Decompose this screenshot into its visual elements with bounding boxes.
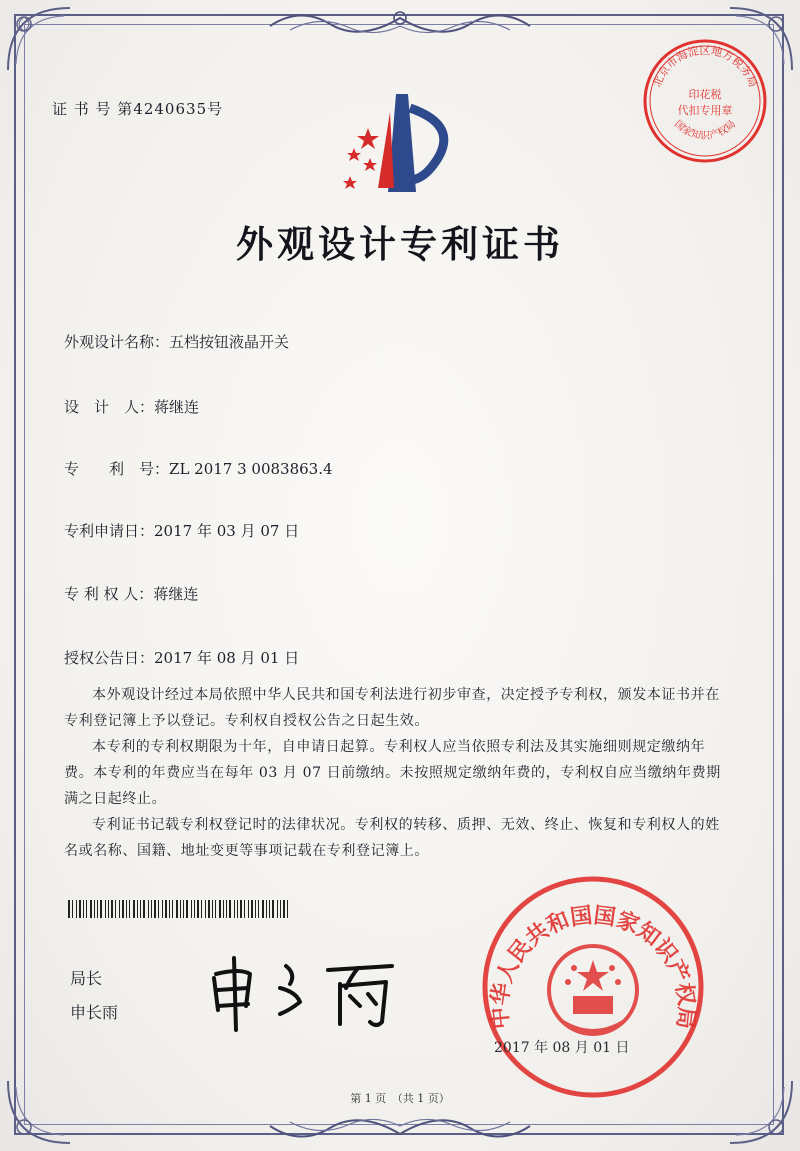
certificate-title: 外观设计专利证书 xyxy=(236,222,564,266)
field-designer xyxy=(64,396,199,417)
field-design-name xyxy=(64,331,289,352)
corner-ornament xyxy=(726,1077,796,1147)
field-grant-date xyxy=(64,647,299,668)
svg-text:国家知识产权局 xyxy=(672,118,738,142)
body-paragraph: 本外观设计经过本局依照中华人民共和国专利法进行初步审查，决定授予专利权，颁发本证书并在专利登记簿上予以登记。专利权自授权公告之日起生效。 xyxy=(64,687,720,729)
body-paragraph: 专利证书记载专利权登记时的法律状况。专利权的转移、质押、无效、终止、恢复和专利权人的姓名或名称、国籍、地址变更等事项记载在专利登记簿上。 xyxy=(64,817,720,859)
barcode xyxy=(68,900,290,918)
field-label: 专 利 号： xyxy=(64,460,170,478)
field-value: 蒋继连 xyxy=(154,398,200,416)
field-value: 蒋继连 xyxy=(153,585,199,603)
field-label: 专利申请日： xyxy=(64,522,155,540)
field-patent-number xyxy=(64,458,333,479)
seal-text: 中华人民共和国国家知识产权局 xyxy=(487,903,699,1031)
certificate-body xyxy=(64,682,724,864)
field-value: 2017 年 03 月 07 日 xyxy=(154,522,300,540)
svg-text:北京市海淀区地方税务局 xyxy=(650,43,759,89)
signature xyxy=(200,944,400,1034)
corner-ornament xyxy=(4,1077,74,1147)
official-name: 申长雨 xyxy=(70,1003,119,1022)
tax-stamp-bottom-text: 国家知识产权局 xyxy=(671,118,739,142)
bottom-ornament xyxy=(260,1108,540,1148)
top-ornament xyxy=(260,4,540,44)
national-emblem-icon xyxy=(549,946,637,1034)
page-indicator: 第 1 页 （共 1 页） xyxy=(350,1092,450,1105)
field-label: 外观设计名称： xyxy=(64,333,170,351)
certificate-number: 证 书 号 第4240635号 xyxy=(52,100,224,118)
field-value: 2017 年 08 月 01 日 xyxy=(154,649,300,667)
field-label: 授权公告日： xyxy=(64,649,155,667)
official-seal xyxy=(478,872,708,1102)
tax-stamp xyxy=(640,36,770,166)
field-label: 专 利 权 人： xyxy=(64,585,154,603)
field-application-date xyxy=(64,520,299,541)
official-title: 局长 xyxy=(70,969,103,988)
seal-date: 2017 年 08 月 01 日 xyxy=(494,1040,630,1056)
tax-stamp-outer-text: 北京市海淀区地方税务局 xyxy=(650,44,760,90)
cnipa-emblem-icon xyxy=(330,88,470,198)
tax-stamp-line-2: 代扣专用章 xyxy=(677,104,733,117)
field-patentee xyxy=(64,583,198,604)
field-value: 五档按钮液晶开关 xyxy=(169,333,290,351)
field-label: 设 计 人： xyxy=(64,398,155,416)
corner-ornament xyxy=(4,4,74,74)
field-value: ZL 2017 3 0083863.4 xyxy=(169,460,333,478)
tax-stamp-line-1: 印花税 xyxy=(688,88,722,101)
body-paragraph: 本专利的专利权期限为十年，自申请日起算。专利权人应当依照专利法及其实施细则规定缴纳年费。本专利的年费应当在每年 03 月 07 日前缴纳。未按照规定缴纳年费的，专利权自应当缴纳年费期满之日起终止。 xyxy=(64,739,721,807)
